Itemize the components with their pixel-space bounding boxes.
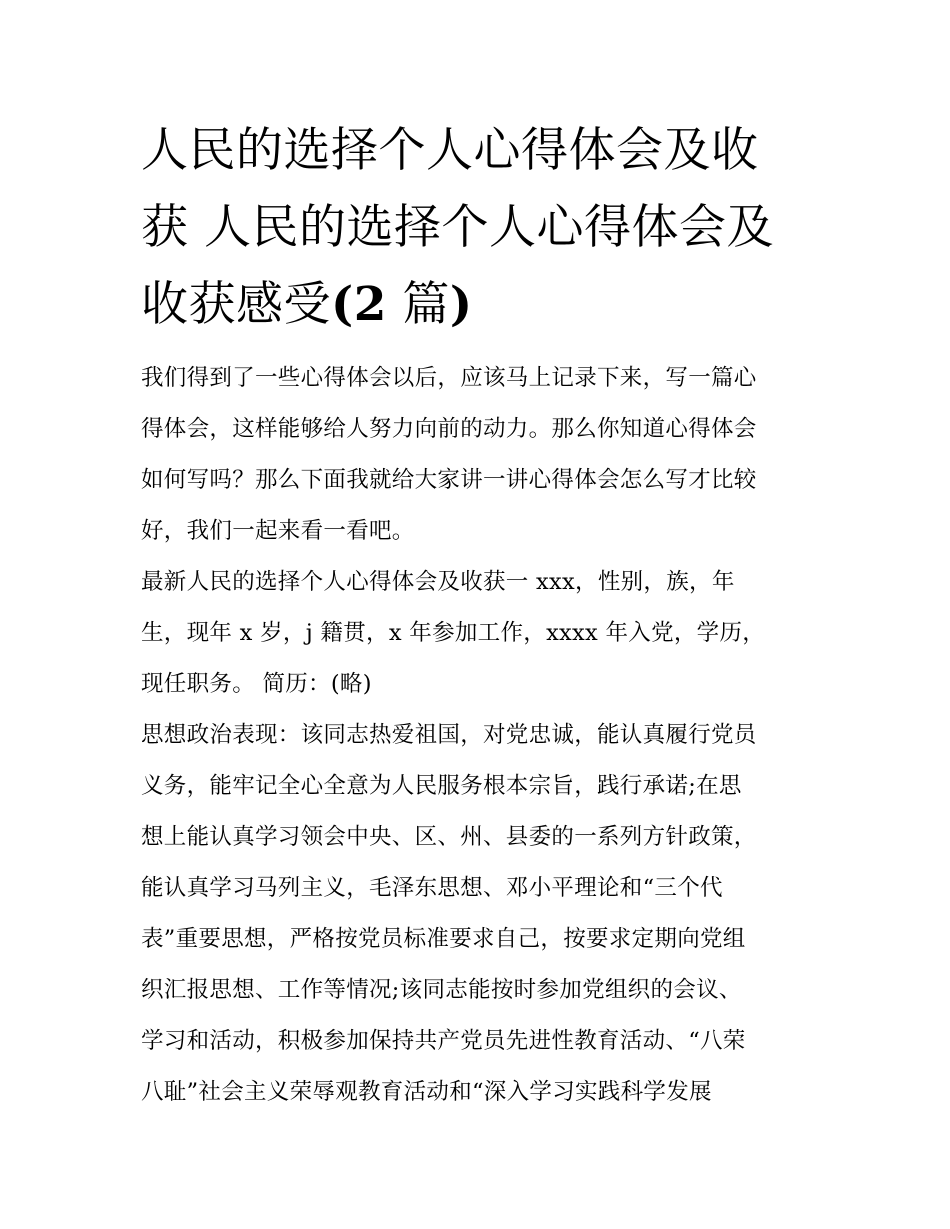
text-line: 思想政治表现：该同志热爱祖国，对党忠诚，能认真履行党员 bbox=[141, 722, 757, 748]
text-line: 义务，能牢记全心全意为人民服务根本宗旨，践行承诺;在思 bbox=[141, 773, 742, 799]
document-title bbox=[141, 112, 813, 343]
text-line: 表”重要思想，严格按党员标准要求自己，按要求定期向党组 bbox=[141, 926, 746, 952]
text-line: 最新人民的选择个人心得体会及收获一 xxx，性别，族，年 bbox=[141, 569, 735, 595]
text-line: 得体会，这样能够给人努力向前的动力。那么你知道心得体会 bbox=[141, 416, 757, 442]
text-line: 生，现年 x 岁，j 籍贯，x 年参加工作，xxxx 年入党，学历， bbox=[141, 620, 766, 646]
paragraph-intro bbox=[141, 353, 813, 557]
title-line: 获 人民的选择个人心得体会及 bbox=[141, 200, 774, 255]
text-line: 织汇报思想、工作等情况;该同志能按时参加党组织的会议、 bbox=[141, 977, 742, 1003]
document-body bbox=[141, 112, 813, 1118]
paragraph-political-performance bbox=[141, 710, 813, 1118]
title-count-unit: 篇 bbox=[386, 277, 450, 332]
title-count-open: (2 bbox=[331, 277, 387, 332]
title-line: 人民的选择个人心得体会及收 bbox=[141, 123, 759, 178]
text-line: 好，我们一起来看一看吧。 bbox=[141, 518, 415, 544]
text-line: 如何写吗？那么下面我就给大家讲一讲心得体会怎么写才比较 bbox=[141, 467, 757, 493]
title-text: 收获感受 bbox=[141, 277, 331, 332]
text-line: 想上能认真学习领会中央、区、州、县委的一系列方针政策， bbox=[141, 824, 757, 850]
text-line: 八耻”社会主义荣辱观教育活动和“深入学习实践科学发展 bbox=[141, 1079, 712, 1105]
paragraph-profile bbox=[141, 557, 813, 710]
text-line: 能认真学习马列主义，毛泽东思想、邓小平理论和“三个代 bbox=[141, 875, 723, 901]
text-line: 学习和活动，积极参加保持共产党员先进性教育活动、“八荣 bbox=[141, 1028, 746, 1054]
text-line: 我们得到了一些心得体会以后，应该马上记录下来，写一篇心 bbox=[141, 365, 757, 391]
title-count-close: ) bbox=[449, 277, 473, 332]
text-line: 现任职务。 简历：(略) bbox=[141, 671, 372, 697]
title-line bbox=[141, 266, 813, 343]
